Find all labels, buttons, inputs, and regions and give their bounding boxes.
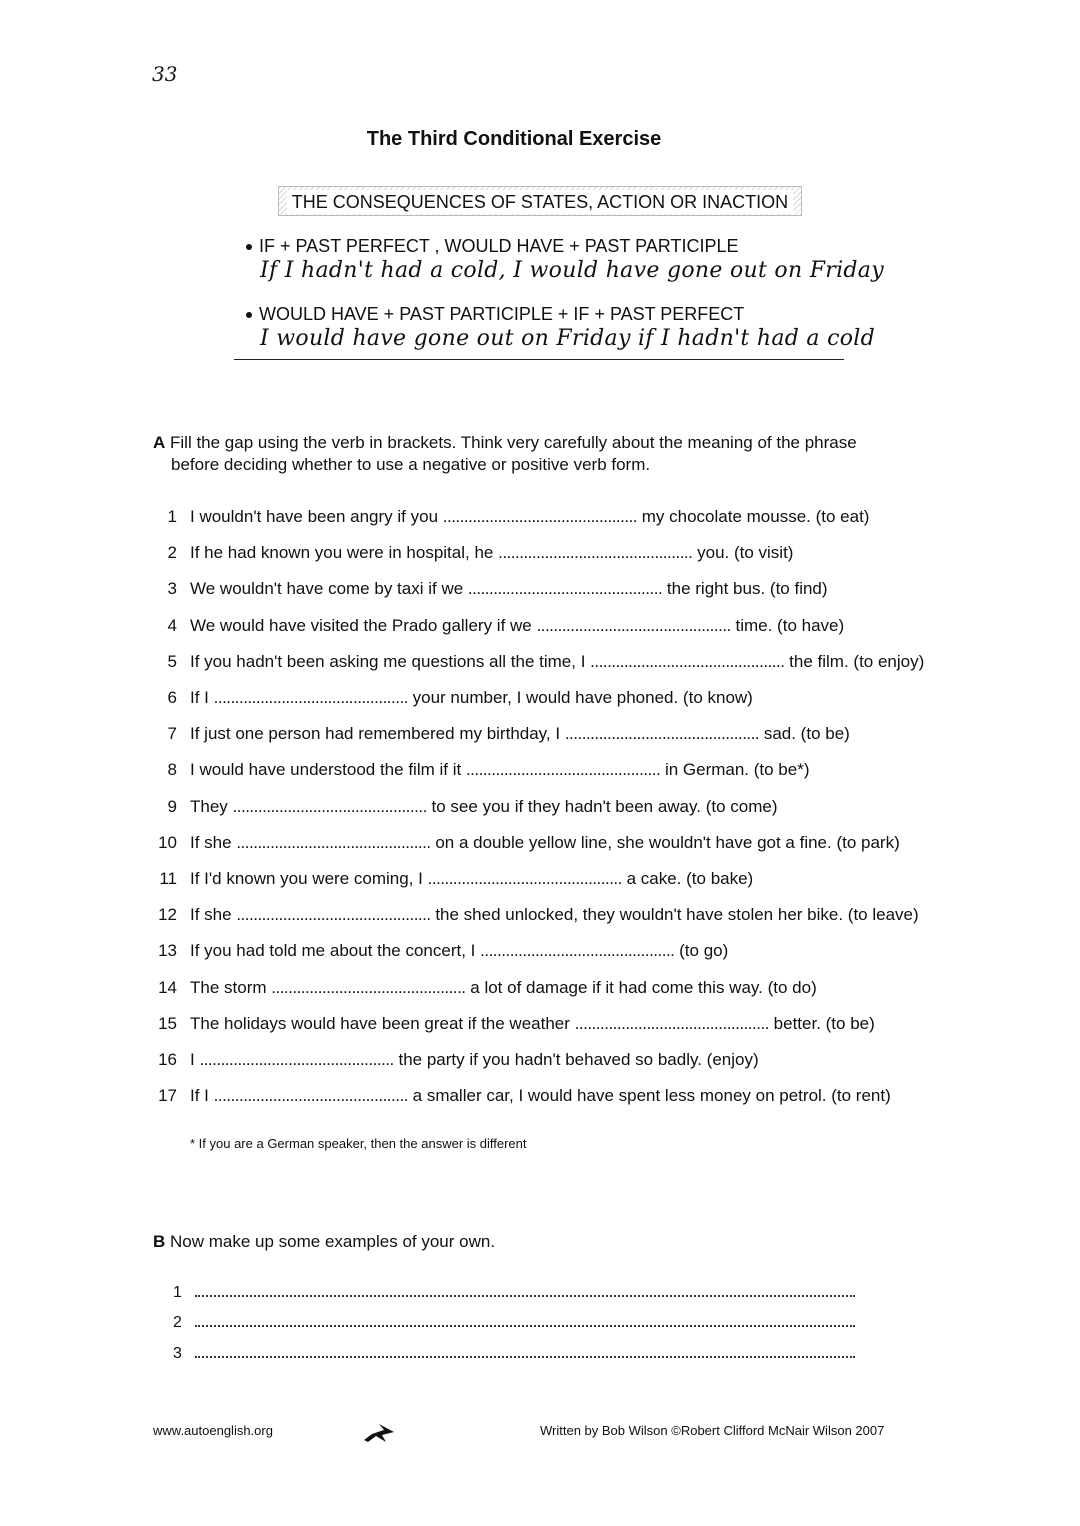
exercise-text-after: sad. (to be) [763,724,850,743]
exercise-number: 6 [167,688,177,707]
exercise-text-before: If she [190,905,232,924]
exercise-item [153,905,919,925]
exercise-text-before: If you had told me about the concert, I [190,941,476,960]
exercise-number: 17 [158,1086,177,1105]
exercise-number: 14 [158,978,177,997]
gap-blank[interactable]: .............................................. [236,833,431,852]
exercise-item [153,652,924,672]
exercise-text-before: If just one person had remembered my birthday, I [190,724,561,743]
exercise-text-before: We would have visited the Prado gallery if we [190,616,532,635]
exercise-text-before: They [190,797,228,816]
exercise-text-before: I [190,1050,195,1069]
exercise-item [153,797,778,817]
answer-line-3[interactable]: 3 [173,1345,855,1363]
exercise-text-before: If I'd known you were coming, I [190,869,423,888]
exercise-number: 8 [167,760,177,779]
exercise-number: 9 [167,797,177,816]
gap-blank[interactable]: .............................................. [232,797,427,816]
footnote: * If you are a German speaker, then the answer is different [190,1136,527,1151]
exercise-text-before: We wouldn't have come by taxi if we [190,579,464,598]
exercise-item [153,579,828,599]
bullet-icon [246,244,252,250]
exercise-text-after: on a double yellow line, she wouldn't have got a fine. (to park) [435,833,900,852]
exercise-item [153,616,844,636]
gap-blank[interactable]: .............................................. [427,869,622,888]
exercise-item [153,1050,759,1070]
exercise-text-before: I would have understood the film if it [190,760,462,779]
exercise-number: 7 [167,724,177,743]
answer-blank[interactable] [195,1324,855,1327]
exercise-text-after: you. (to visit) [697,543,794,562]
exercise-number: 11 [159,869,177,888]
exercise-item [153,1014,875,1034]
exercise-item [153,760,810,780]
gap-blank[interactable]: .............................................. [442,507,638,526]
exercise-number: 3 [167,579,177,598]
exercise-text-before: If she [190,833,232,852]
exercise-text-before: The storm [190,978,267,997]
section-b-label: B [153,1232,166,1251]
exercise-item [153,507,869,527]
gap-blank[interactable]: .............................................. [498,543,693,562]
exercise-number: 5 [167,652,177,671]
exercise-item [153,978,817,998]
exercise-item [153,543,793,563]
exercise-item [153,833,900,853]
exercise-text-after: better. (to be) [773,1014,875,1033]
footer-credit: Written by Bob Wilson ©Robert Clifford McNair Wilson 2007 [540,1423,885,1438]
exercise-text-after: to see you if they hadn't been away. (to come) [431,797,778,816]
section-b-instruction: B Now make up some examples of your own. [153,1232,496,1251]
page-number-mark: 33 [152,62,178,86]
exercise-text-after: a cake. (to bake) [626,869,754,888]
gap-blank[interactable]: .............................................. [536,616,731,635]
rule-banner [278,186,802,216]
rule-banner-text: THE CONSEQUENCES OF STATES, ACTION OR INACTION [287,190,793,214]
answer-line-2[interactable]: 2 [173,1314,855,1332]
exercise-text-after: the party if you hadn't behaved so badly. (enjoy) [398,1050,759,1069]
gap-blank[interactable]: .............................................. [467,579,663,598]
exercise-text-after: the film. (to enjoy) [789,652,925,671]
gap-blank[interactable]: .............................................. [564,724,760,743]
gap-blank[interactable]: .............................................. [465,760,661,779]
section-a-label: A [153,433,166,452]
section-a-instruction: A Fill the gap using the verb in brackets. Think very carefully about the meaning of the phrase before deciding whether to use a negative or positive verb form. [153,433,857,474]
exercise-number: 13 [158,941,177,960]
exercise-number: 12 [158,905,177,924]
rule-example-2: I would have gone out on Friday if I hadn't had a cold [260,326,876,351]
gap-blank[interactable]: .............................................. [480,941,675,960]
exercise-number: 16 [158,1050,177,1069]
exercise-text-before: The holidays would have been great if the weather [190,1014,570,1033]
exercise-number: 15 [158,1014,177,1033]
page-title: The Third Conditional Exercise [366,128,662,150]
gap-blank[interactable]: .............................................. [590,652,785,671]
exercise-item [153,724,850,744]
exercise-text-before: If he had known you were in hospital, he [190,543,494,562]
gap-blank[interactable]: .............................................. [199,1050,394,1069]
exercise-text-after: time. (to have) [735,616,845,635]
rule-structure-1: IF + PAST PERFECT , WOULD HAVE + PAST PARTICIPLE [246,236,738,257]
answer-line-1[interactable]: 1 [173,1284,855,1302]
gap-blank[interactable]: .............................................. [271,978,466,997]
exercise-text-before: If you hadn't been asking me questions all the time, I [190,652,586,671]
exercise-text-after: the right bus. (to find) [666,579,828,598]
exercise-number: 10 [158,833,177,852]
exercise-text-before: I wouldn't have been angry if you [190,507,439,526]
footer-website: www.autoenglish.org [153,1423,273,1438]
rule-structure-2: WOULD HAVE + PAST PARTICIPLE + IF + PAST PERFECT [246,304,744,325]
exercise-text-after: a smaller car, I would have spent less money on petrol. (to rent) [412,1086,891,1105]
answer-blank[interactable] [195,1355,855,1358]
exercise-item [153,869,753,889]
exercise-item [153,1086,891,1106]
exercise-text-after: your number, I would have phoned. (to know) [412,688,753,707]
exercise-text-after: my chocolate mousse. (to eat) [641,507,870,526]
handwriting-underline [234,359,844,360]
exercise-item [153,688,753,708]
exercise-text-after: in German. (to be*) [664,760,810,779]
gap-blank[interactable]: .............................................. [574,1014,769,1033]
gap-blank[interactable]: .............................................. [213,1086,408,1105]
gap-blank[interactable]: .............................................. [213,688,408,707]
exercise-text-before: If I [190,688,209,707]
exercise-number: 2 [167,543,177,562]
exercise-number: 1 [167,507,177,526]
exercise-text-after: the shed unlocked, they wouldn't have stolen her bike. (to leave) [435,905,919,924]
exercise-text-after: (to go) [679,941,729,960]
gap-blank[interactable]: .............................................. [236,905,431,924]
exercise-text-after: a lot of damage if it had come this way. (to do) [470,978,817,997]
exercise-number: 4 [167,616,177,635]
exercise-item [153,941,728,961]
bullet-icon [246,312,252,318]
answer-blank[interactable] [195,1294,855,1297]
exercise-text-before: If I [190,1086,209,1105]
arrow-logo-icon [362,1422,396,1444]
rule-example-1: If I hadn't had a cold, I would have gone out on Friday [260,258,884,283]
